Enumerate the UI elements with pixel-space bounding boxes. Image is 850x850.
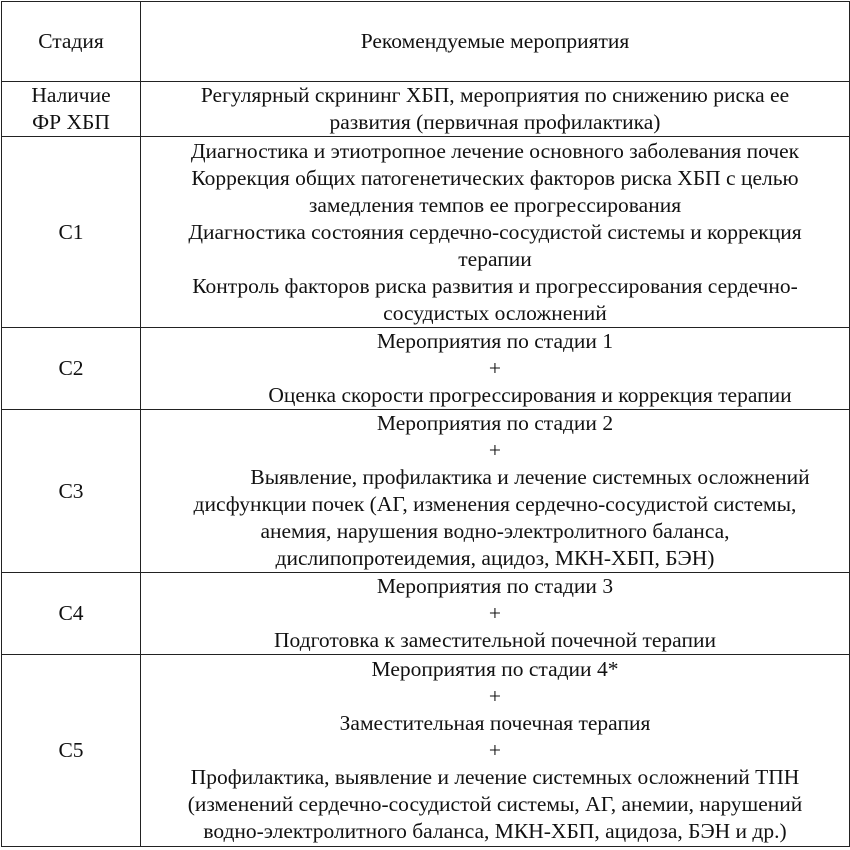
measures-cell xyxy=(141,410,850,573)
measure-line: Мероприятия по стадии 3 xyxy=(376,574,614,598)
measure-line: Профилактика, выявление и лечение системных осложнений ТПН xyxy=(190,765,800,789)
table-row xyxy=(2,82,850,137)
measure-line: Контроль факторов риска развития и прогрессирования сердечно- xyxy=(192,273,798,298)
stage-cell xyxy=(2,328,141,410)
measures-cell xyxy=(141,82,850,137)
measure-line: Оценка скорости прогрессирования и коррекция терапии xyxy=(268,383,792,407)
measure-line: Выявление, профилактика и лечение системных осложнений xyxy=(250,465,810,489)
stage-label: С5 xyxy=(58,738,84,762)
measures-cell xyxy=(141,328,850,410)
measure-line: Регулярный скрининг ХБП, мероприятия по снижению риска ее xyxy=(200,83,790,107)
stage-label: Наличие xyxy=(31,83,111,107)
measure-line: Диагностика и этиотропное лечение основного заболевания почек xyxy=(190,138,800,163)
header-row xyxy=(2,2,850,82)
measure-line: Мероприятия по стадии 1 xyxy=(376,329,614,353)
measure-line: замедления темпов ее прогрессирования xyxy=(308,192,682,217)
header-stage: Стадия xyxy=(2,2,141,82)
stage-cell xyxy=(2,137,141,328)
plus-sign: + xyxy=(488,356,502,380)
measure-line: водно-электролитного баланса, МКН-ХБП, ацидоза, БЭН и др.) xyxy=(203,819,787,843)
measure-line: Заместительная почечная терапия xyxy=(339,711,651,735)
measures-cell xyxy=(141,655,850,847)
stage-label: С1 xyxy=(58,219,84,244)
measure-line: дисфункции почек (АГ, изменения сердечно-сосудистой системы, xyxy=(193,492,797,516)
ckd-stage-measures-table xyxy=(1,1,850,847)
measure-line: анемия, нарушения водно-электролитного баланса, xyxy=(260,519,730,543)
measure-line: терапии xyxy=(458,246,532,271)
stage-cell xyxy=(2,410,141,573)
stage-cell xyxy=(2,82,141,137)
measure-line: дислипопротеидемия, ацидоз, МКН-ХБП, БЭН) xyxy=(275,546,715,570)
header-measures: Рекомендуемые мероприятия xyxy=(141,2,850,82)
stage-label: ФР ХБП xyxy=(32,110,110,134)
measure-line: Диагностика состояния сердечно-сосудистой системы и коррекция xyxy=(188,219,802,244)
measure-line: Подготовка к заместительной почечной терапии xyxy=(274,628,716,652)
table-row xyxy=(2,328,850,410)
table-row xyxy=(2,137,850,328)
measure-line: сосудистых осложнений xyxy=(383,300,607,325)
measures-cell xyxy=(141,573,850,655)
table-row xyxy=(2,573,850,655)
stage-label: С4 xyxy=(58,601,84,625)
stage-cell xyxy=(2,655,141,847)
measure-line: развития (первичная профилактика) xyxy=(329,110,661,134)
plus-sign: + xyxy=(488,738,502,762)
stage-label: С3 xyxy=(58,478,84,503)
measure-line: Мероприятия по стадии 2 xyxy=(376,411,614,435)
stage-label: С2 xyxy=(58,356,84,380)
plus-sign: + xyxy=(488,601,502,625)
measure-line: (изменений сердечно-сосудистой системы, АГ, анемии, нарушений xyxy=(187,792,803,816)
table-row xyxy=(2,410,850,573)
stage-cell xyxy=(2,573,141,655)
measure-line: Коррекция общих патогенетических факторов риска ХБП с целью xyxy=(191,165,799,190)
measure-line: Мероприятия по стадии 4* xyxy=(371,657,619,681)
plus-sign: + xyxy=(488,438,502,462)
plus-sign: + xyxy=(488,684,502,708)
measures-cell xyxy=(141,137,850,328)
table-row xyxy=(2,655,850,847)
